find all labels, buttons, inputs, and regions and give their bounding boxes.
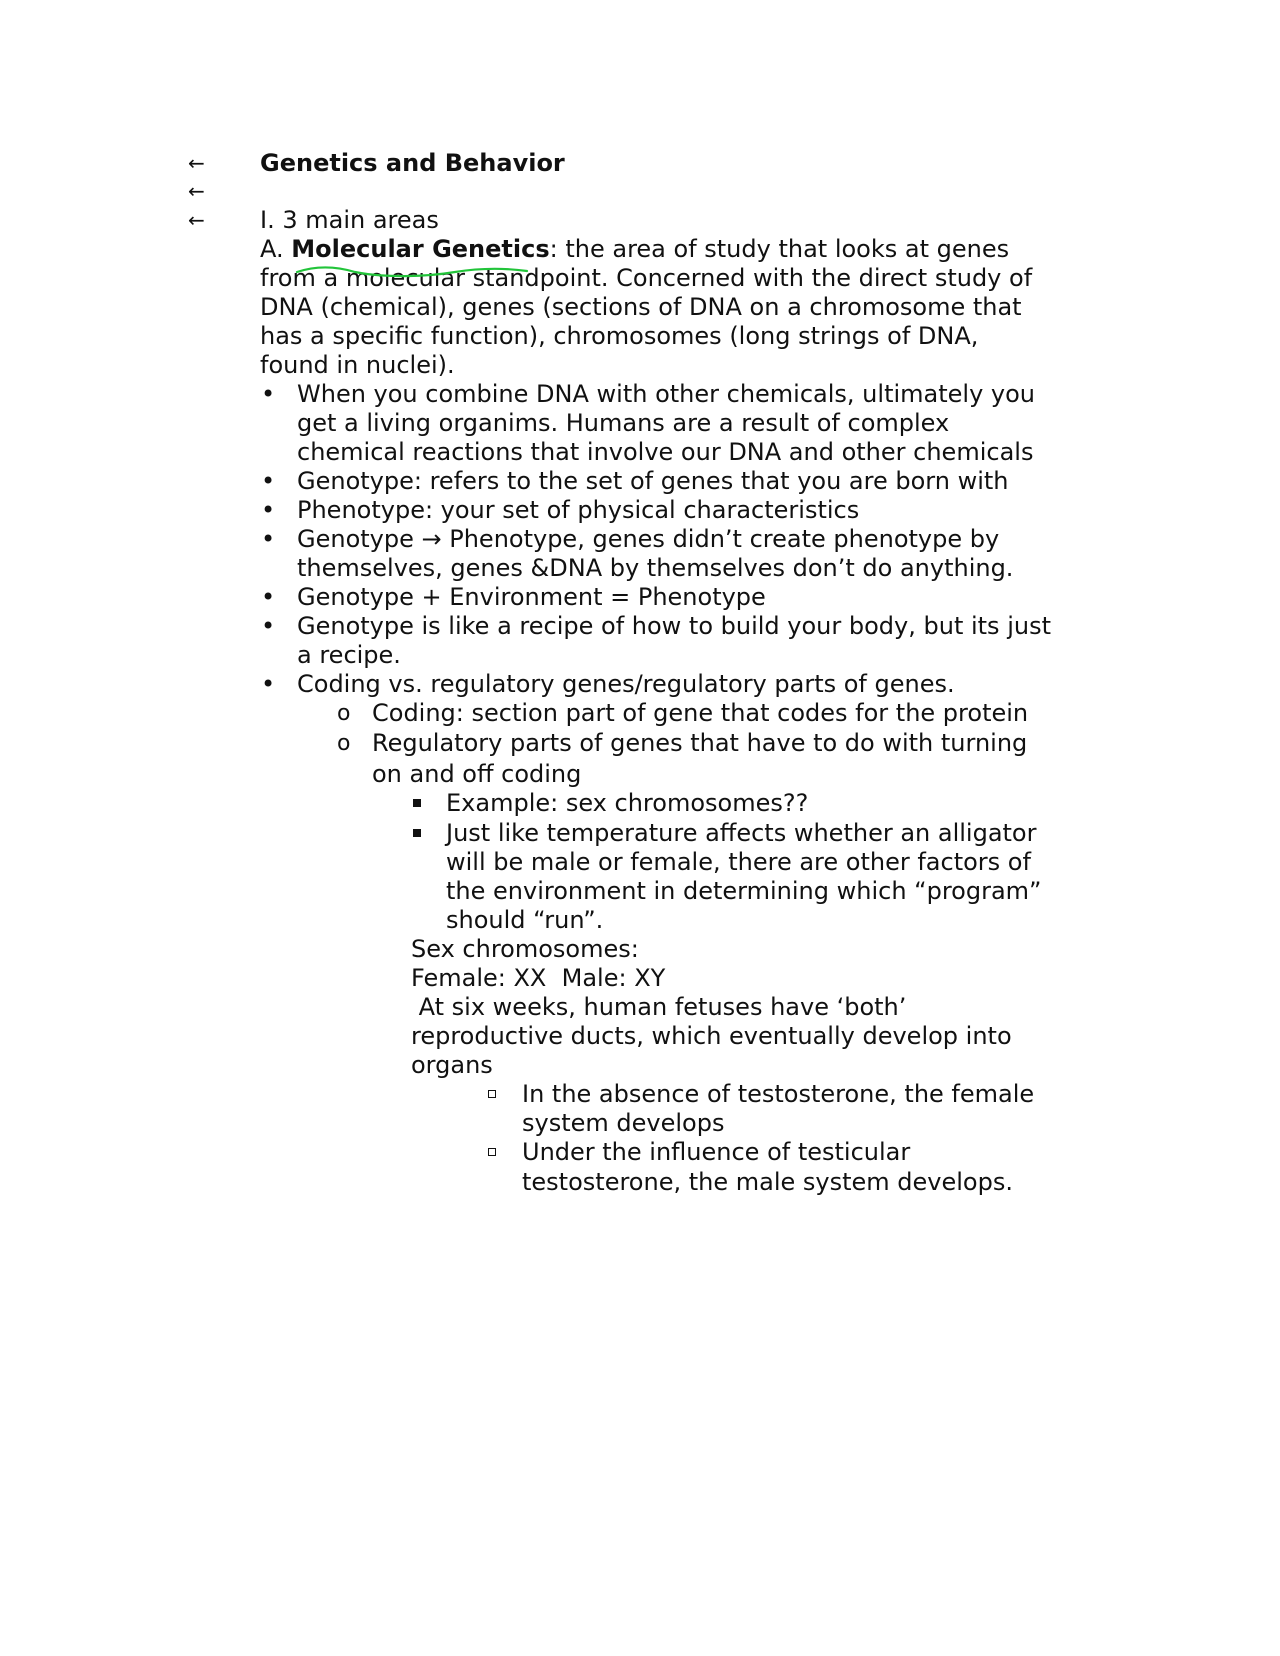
bullet-icon: • — [261, 380, 276, 408]
list-item: a recipe. — [297, 641, 401, 669]
sub-list-item: on and off coding — [372, 760, 582, 788]
sub-sub-list-item: Just like temperature affects whether an alligator — [446, 819, 1037, 847]
bullet-icon: • — [261, 612, 276, 640]
list-item: Genotype → Phenotype, genes didn’t create phenotype by — [297, 525, 1000, 553]
paragraph-a-prefix: A. — [260, 235, 292, 263]
deep-list-item: In the absence of testosterone, the female — [522, 1080, 1035, 1108]
sub-sub-list-item: Example: sex chromosomes?? — [446, 789, 809, 817]
sub-bullet-icon: o — [337, 731, 351, 756]
hollow-square-bullet-icon — [488, 1148, 496, 1156]
deep-list-item: Under the influence of testicular — [522, 1138, 911, 1166]
bullet-icon: • — [261, 467, 276, 495]
hollow-square-bullet-icon — [488, 1090, 496, 1098]
list-item: Coding vs. regulatory genes/regulatory parts of genes. — [297, 670, 955, 698]
note-line: Sex chromosomes: — [411, 935, 639, 963]
bullet-icon: • — [261, 670, 276, 698]
margin-arrow-icon: ← — [188, 151, 205, 175]
note-line: organs — [411, 1051, 493, 1079]
list-item: Phenotype: your set of physical characteristics — [297, 496, 860, 524]
list-item: get a living organims. Humans are a result of complex — [297, 409, 950, 437]
list-item: Genotype is like a recipe of how to build your body, but its just — [297, 612, 1051, 640]
list-item: Genotype + Environment = Phenotype — [297, 583, 766, 611]
section-heading: I. 3 main areas — [260, 206, 439, 234]
sub-sub-list-item: will be male or female, there are other factors of — [446, 848, 1031, 876]
page-title: Genetics and Behavior — [260, 149, 565, 177]
paragraph-a-line: found in nuclei). — [260, 351, 455, 379]
paragraph-a-line: has a specific function), chromosomes (long strings of DNA, — [260, 322, 979, 350]
handwritten-underline-icon — [295, 264, 535, 280]
paragraph-a-line — [260, 235, 1009, 264]
sub-list-item: Coding: section part of gene that codes for the protein — [372, 699, 1029, 727]
paragraph-a-line: from a molecular standpoint. Concerned with the direct study of — [260, 264, 1033, 292]
bullet-icon: • — [261, 525, 276, 553]
margin-arrow-icon: ← — [188, 208, 205, 232]
margin-arrow-icon: ← — [188, 179, 205, 203]
sub-sub-list-item: should “run”. — [446, 906, 604, 934]
bullet-icon: • — [261, 583, 276, 611]
square-bullet-icon — [413, 799, 421, 807]
sub-list-item: Regulatory parts of genes that have to do with turning — [372, 729, 1028, 757]
square-bullet-icon — [413, 829, 421, 837]
note-line: reproductive ducts, which eventually develop into — [411, 1022, 1012, 1050]
sub-bullet-icon: o — [337, 701, 351, 726]
term-molecular-genetics: Molecular Genetics — [291, 235, 550, 263]
note-line: At six weeks, human fetuses have ‘both’ — [411, 993, 907, 1021]
sub-sub-list-item: the environment in determining which “program” — [446, 877, 1042, 905]
list-item: chemical reactions that involve our DNA and other chemicals — [297, 438, 1034, 466]
paragraph-a-line: DNA (chemical), genes (sections of DNA on a chromosome that — [260, 293, 1022, 321]
list-item: Genotype: refers to the set of genes that you are born with — [297, 467, 1009, 495]
note-line: Female: XX Male: XY — [411, 964, 666, 992]
bullet-icon: • — [261, 496, 276, 524]
list-item: themselves, genes &DNA by themselves don’t do anything. — [297, 554, 1014, 582]
deep-list-item: testosterone, the male system develops. — [522, 1168, 1013, 1196]
list-item: When you combine DNA with other chemicals, ultimately you — [297, 380, 1035, 408]
deep-list-item: system develops — [522, 1109, 725, 1137]
paragraph-a-rest: : the area of study that looks at genes — [549, 235, 1010, 263]
